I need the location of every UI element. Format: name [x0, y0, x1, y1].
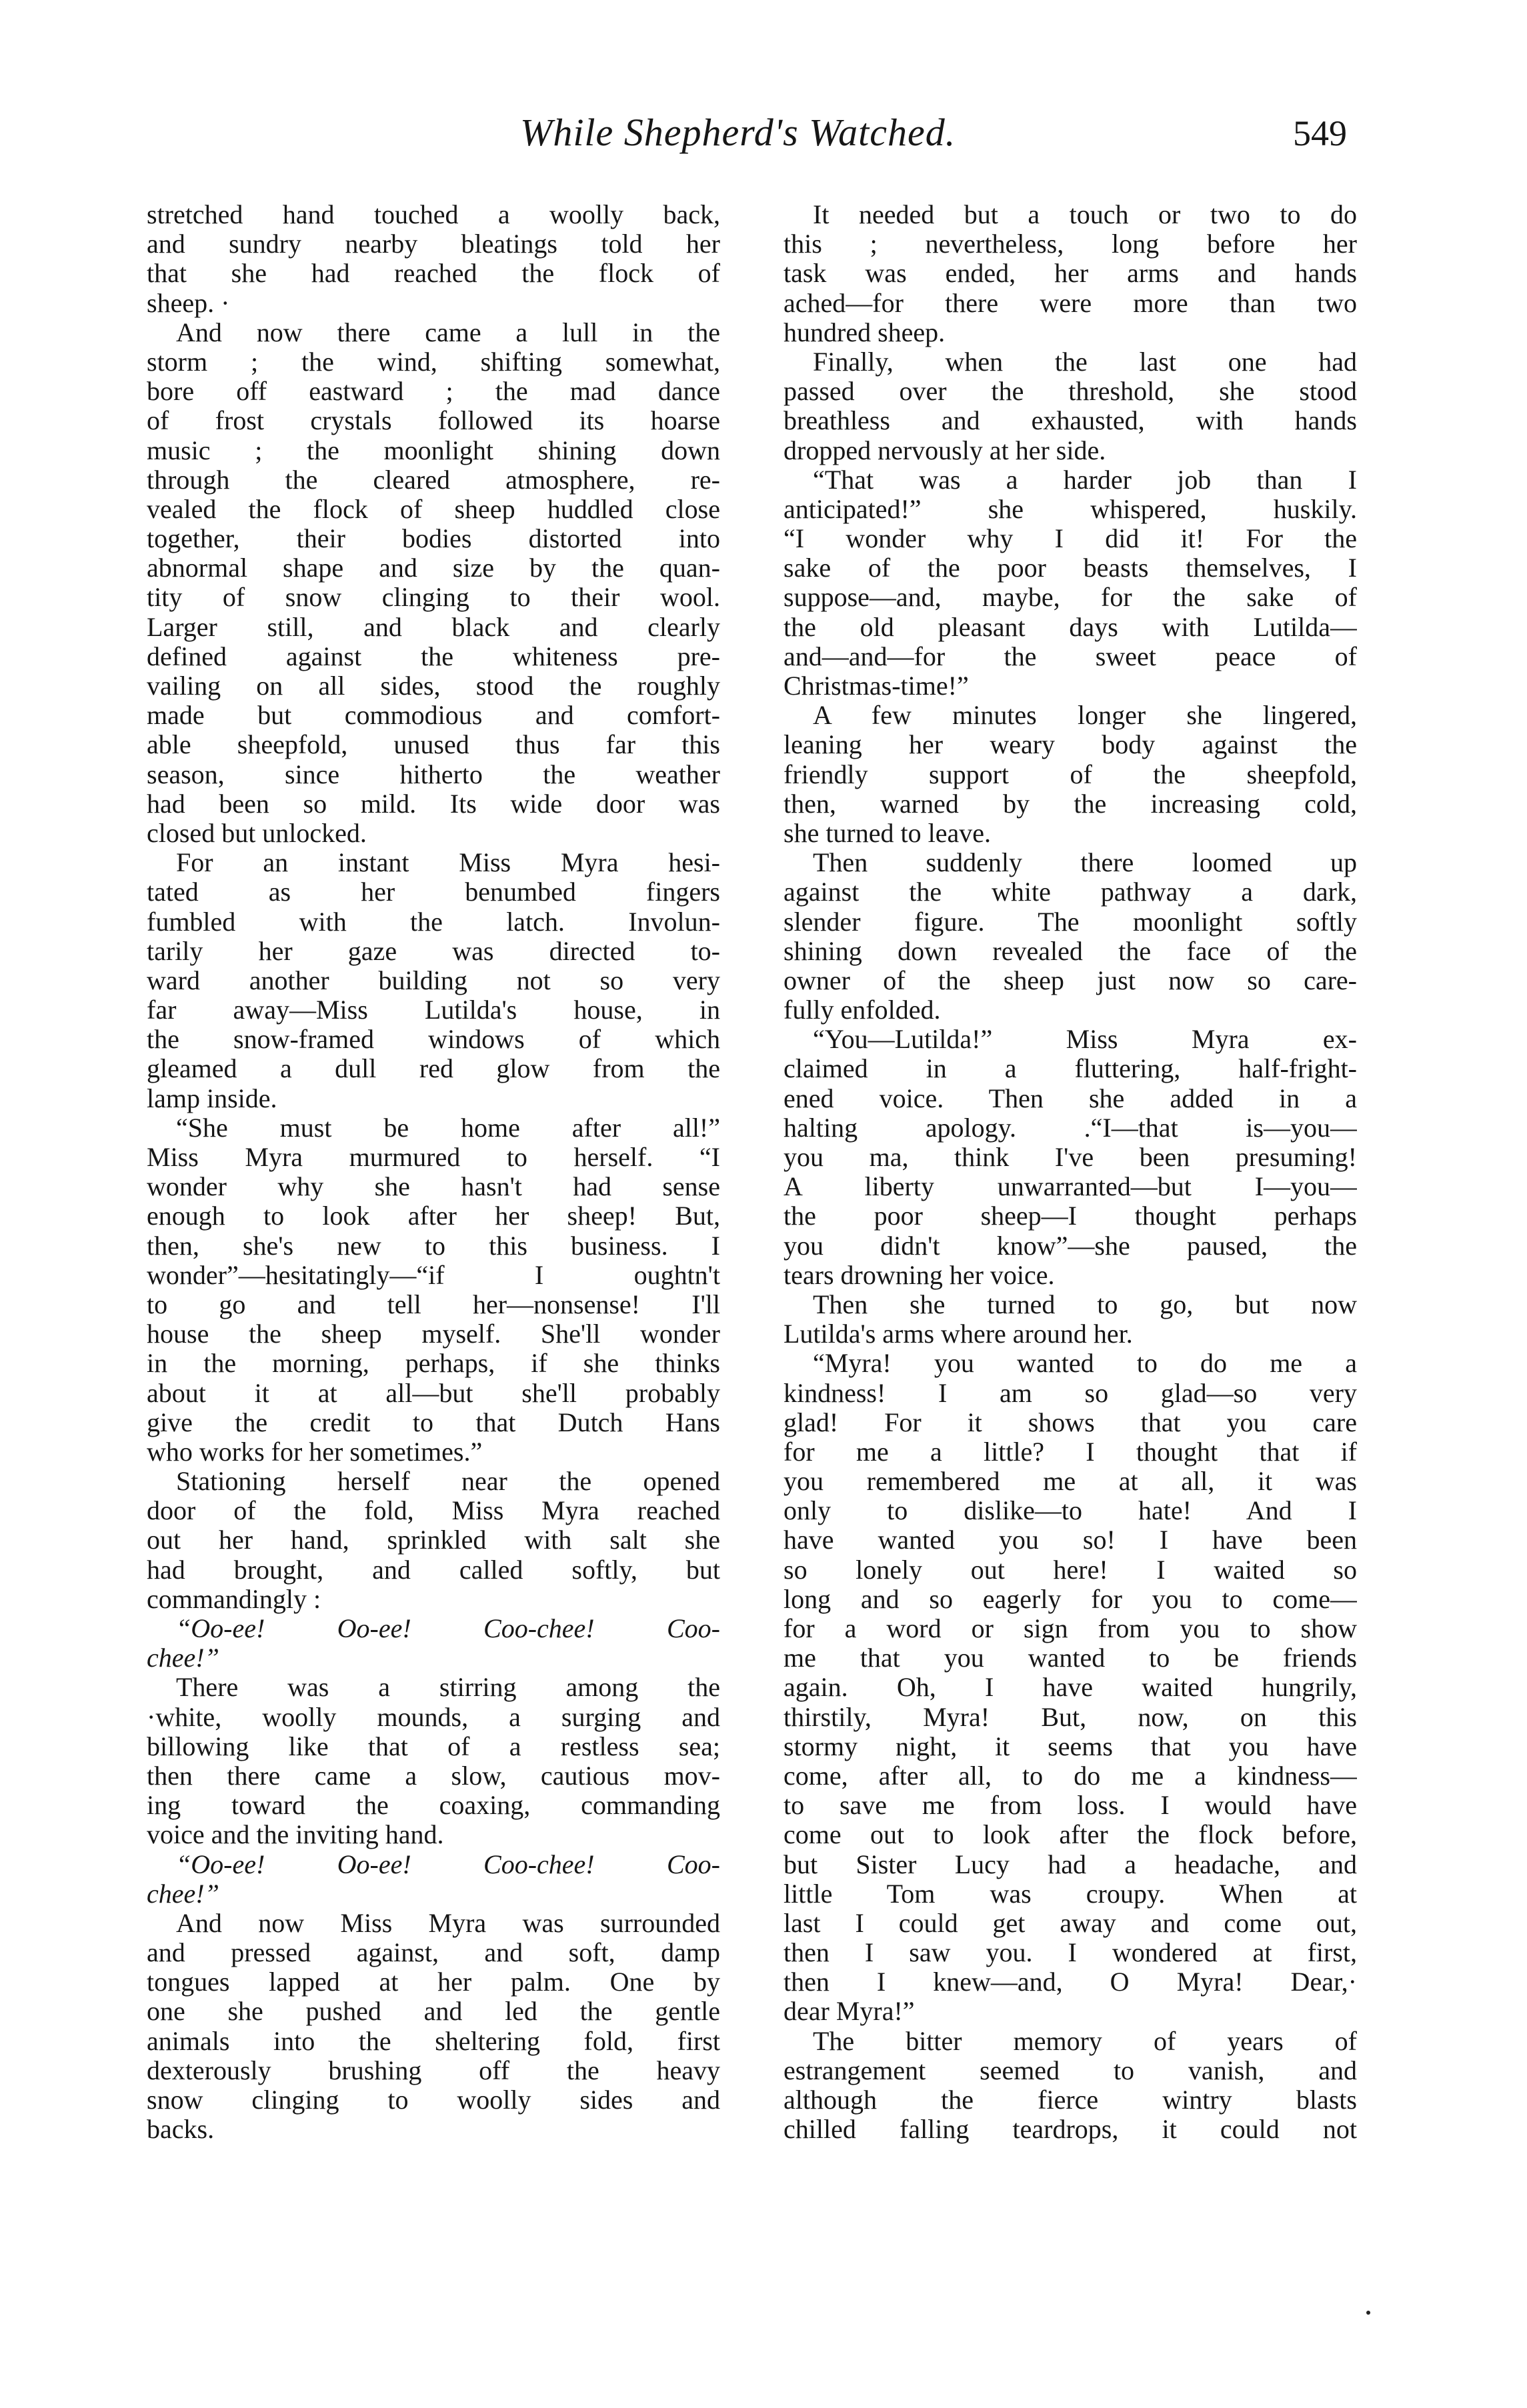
text-line: “She must be home after all!”	[176, 1113, 720, 1143]
text-line: suppose—and, maybe, for the sake of	[784, 583, 1357, 613]
text-line: vealed the flock of sheep huddled close	[147, 494, 720, 524]
text-line: task was ended, her arms and hands	[784, 259, 1357, 289]
text-line: then there came a slow, cautious mov-	[147, 1761, 720, 1791]
text-line: music ; the moonlight shining down	[147, 435, 720, 465]
text-line: again. Oh, I have waited hungrily,	[784, 1673, 1357, 1703]
text-line: tears drowning her voice.	[784, 1260, 1055, 1290]
text-line: ·white, woolly mounds, a surging and	[147, 1702, 720, 1732]
text-line: lamp inside.	[147, 1083, 277, 1113]
text-line: dropped nervously at her side.	[784, 435, 1106, 465]
text-line: Then she turned to go, but now	[813, 1289, 1357, 1319]
text-line: glad! For it shows that you care	[784, 1407, 1357, 1437]
text-line: backs.	[147, 2115, 215, 2145]
text-line: able sheepfold, unused thus far this	[147, 730, 720, 760]
text-line: to save me from loss. I would have	[784, 1791, 1357, 1821]
text-line: gleamed a dull red glow from the	[147, 1054, 720, 1084]
text-line: A liberty unwarranted—but I—you—	[784, 1172, 1357, 1202]
text-line: For an instant Miss Myra hesi-	[176, 848, 720, 878]
text-line: come, after all, to do me a kindness—	[784, 1761, 1357, 1791]
text-line: Larger still, and black and clearly	[147, 612, 720, 642]
text-line: you didn't know”—she paused, the	[784, 1231, 1357, 1261]
text-line: one she pushed and led the gentle	[147, 1997, 720, 2027]
text-line: far away—Miss Lutilda's house, in	[147, 995, 720, 1025]
text-line: There was a stirring among the	[176, 1673, 720, 1703]
text-line: chee!”	[147, 1879, 219, 1909]
text-line: anticipated!” she whispered, huskily.	[784, 494, 1357, 524]
text-line: Miss Myra murmured to herself. “I	[147, 1143, 720, 1172]
text-line: “Oo-ee! Oo-ee! Coo-chee! Coo-	[176, 1849, 720, 1879]
text-line: tongues lapped at her palm. One by	[147, 1967, 720, 1997]
text-line: fully enfolded.	[784, 995, 941, 1025]
text-line: ached—for there were more than two	[784, 288, 1357, 318]
text-line: billowing like that of a restless sea;	[147, 1731, 720, 1761]
text-line: sheep. ·	[147, 288, 230, 318]
text-line: then I knew—and, O Myra! Dear,·	[784, 1967, 1357, 1997]
text-line: leaning her weary body against the	[784, 730, 1357, 760]
text-line: dexterously brushing off the heavy	[147, 2055, 720, 2085]
text-line: out her hand, sprinkled with salt she	[147, 1525, 720, 1555]
text-line: stretched hand touched a woolly back,	[147, 200, 720, 229]
text-line: hundred sheep.	[784, 317, 946, 347]
text-line: voice and the inviting hand.	[147, 1820, 444, 1850]
text-line: you ma, think I've been presuming!	[784, 1143, 1357, 1172]
text-line: fumbled with the latch. Involun-	[147, 907, 720, 937]
text-line: had brought, and called softly, but	[147, 1555, 720, 1585]
text-line: who works for her sometimes.”	[147, 1437, 483, 1467]
text-line: storm ; the wind, shifting somewhat,	[147, 347, 720, 377]
text-line: although the fierce wintry blasts	[784, 2085, 1357, 2115]
text-line: season, since hitherto the weather	[147, 759, 720, 789]
text-line: ened voice. Then she added in a	[784, 1083, 1357, 1113]
text-line: so lonely out here! I waited so	[784, 1555, 1357, 1585]
text-line: Finally, when the last one had	[813, 347, 1357, 377]
text-line: long and so eagerly for you to come—	[784, 1584, 1357, 1614]
text-line: claimed in a fluttering, half-fright-	[784, 1054, 1357, 1084]
text-line: wonder why she hasn't had sense	[147, 1172, 720, 1202]
text-line: made but commodious and comfort-	[147, 701, 720, 731]
text-line: the old pleasant days with Lutilda—	[784, 612, 1357, 642]
text-line: the snow-framed windows of which	[147, 1025, 720, 1055]
text-line: Lutilda's arms where around her.	[784, 1319, 1133, 1349]
left-text-column	[147, 200, 720, 2144]
text-line: and—and—for the sweet peace of	[784, 641, 1357, 671]
text-line: to go and tell her—nonsense! I'll	[147, 1289, 720, 1319]
text-line: slender figure. The moonlight softly	[784, 907, 1357, 937]
text-line: bore off eastward ; the mad dance	[147, 377, 720, 407]
text-line: and sundry nearby bleatings told her	[147, 229, 720, 259]
text-line: vailing on all sides, stood the roughly	[147, 671, 720, 701]
text-line: And now Miss Myra was surrounded	[176, 1908, 720, 1938]
text-line: about it at all—but she'll probably	[147, 1378, 720, 1408]
text-line: “Oo-ee! Oo-ee! Coo-chee! Coo-	[176, 1614, 720, 1643]
text-line: closed but unlocked.	[147, 818, 367, 848]
text-line: The bitter memory of years of	[813, 2026, 1357, 2056]
text-line: snow clinging to woolly sides and	[147, 2085, 720, 2115]
text-line: she turned to leave.	[784, 818, 991, 848]
print-speck	[1366, 2311, 1370, 2315]
text-line: and pressed against, and soft, damp	[147, 1938, 720, 1968]
text-line: house the sheep myself. She'll wonder	[147, 1319, 720, 1349]
text-line: that she had reached the flock of	[147, 259, 720, 289]
text-line: for a word or sign from you to show	[784, 1614, 1357, 1643]
text-line: A few minutes longer she lingered,	[813, 701, 1357, 731]
text-line: for me a little? I thought that if	[784, 1437, 1357, 1467]
text-line: against the white pathway a dark,	[784, 877, 1357, 907]
text-line: owner of the sheep just now so care-	[784, 965, 1357, 995]
text-line: tity of snow clinging to their wool.	[147, 583, 720, 613]
text-line: ing toward the coaxing, commanding	[147, 1791, 720, 1821]
text-line: this ; nevertheless, long before her	[784, 229, 1357, 259]
text-line: And now there came a lull in the	[176, 317, 720, 347]
text-line: kindness! I am so glad—so very	[784, 1378, 1357, 1408]
text-line: tarily her gaze was directed to-	[147, 936, 720, 966]
text-line: “I wonder why I did it! For the	[784, 524, 1357, 554]
text-line: but Sister Lucy had a headache, and	[784, 1849, 1357, 1879]
text-line: door of the fold, Miss Myra reached	[147, 1496, 720, 1526]
text-line: stormy night, it seems that you have	[784, 1731, 1357, 1761]
text-line: then I saw you. I wondered at first,	[784, 1938, 1357, 1968]
text-line: ward another building not so very	[147, 965, 720, 995]
page-number: 549	[1293, 113, 1347, 153]
text-line: had been so mild. Its wide door was	[147, 789, 720, 819]
text-line: little Tom was croupy. When at	[784, 1879, 1357, 1909]
running-title: While Shepherd's Watched.	[520, 111, 956, 154]
text-line: commandingly :	[147, 1584, 321, 1614]
text-line: It needed but a touch or two to do	[813, 200, 1357, 229]
text-line: “Myra! you wanted to do me a	[813, 1349, 1357, 1379]
text-line: through the cleared atmosphere, re-	[147, 465, 720, 495]
text-line: Then suddenly there loomed up	[813, 848, 1357, 878]
text-line: have wanted you so! I have been	[784, 1525, 1357, 1555]
text-line: come out to look after the flock before,	[784, 1820, 1357, 1850]
text-line: wonder”—hesitatingly—“if I oughtn't	[147, 1260, 720, 1290]
text-line: thirstily, Myra! But, now, on this	[784, 1702, 1357, 1732]
text-line: friendly support of the sheepfold,	[784, 759, 1357, 789]
text-line: halting apology. .“I—that is—you—	[784, 1113, 1357, 1143]
text-line: chilled falling teardrops, it could not	[784, 2115, 1357, 2145]
text-line: estrangement seemed to vanish, and	[784, 2055, 1357, 2085]
text-line: tated as her benumbed fingers	[147, 877, 720, 907]
text-line: together, their bodies distorted into	[147, 524, 720, 554]
text-line: you remembered me at all, it was	[784, 1467, 1357, 1497]
text-line: sake of the poor beasts themselves, I	[784, 553, 1357, 583]
text-line: last I could get away and come out,	[784, 1908, 1357, 1938]
text-line: chee!”	[147, 1643, 219, 1673]
text-line: give the credit to that Dutch Hans	[147, 1407, 720, 1437]
text-line: defined against the whiteness pre-	[147, 641, 720, 671]
text-line: Christmas-time!”	[784, 671, 969, 701]
text-line: passed over the threshold, she stood	[784, 377, 1357, 407]
text-line: breathless and exhausted, with hands	[784, 406, 1357, 436]
text-line: Stationing herself near the opened	[176, 1467, 720, 1497]
running-head	[147, 110, 1347, 163]
text-line: “That was a harder job than I	[813, 465, 1357, 495]
text-line: animals into the sheltering fold, first	[147, 2026, 720, 2056]
text-line: then, she's new to this business. I	[147, 1231, 720, 1261]
text-line: in the morning, perhaps, if she thinks	[147, 1349, 720, 1379]
text-line: me that you wanted to be friends	[784, 1643, 1357, 1673]
text-line: enough to look after her sheep! But,	[147, 1201, 720, 1231]
text-line: dear Myra!”	[784, 1997, 915, 2027]
text-line: abnormal shape and size by the quan-	[147, 553, 720, 583]
text-line: the poor sheep—I thought perhaps	[784, 1201, 1357, 1231]
text-line: only to dislike—to hate! And I	[784, 1496, 1357, 1526]
text-line: of frost crystals followed its hoarse	[147, 406, 720, 436]
text-line: then, warned by the increasing cold,	[784, 789, 1357, 819]
right-text-column	[784, 200, 1357, 2144]
text-line: shining down revealed the face of the	[784, 936, 1357, 966]
text-line: “You—Lutilda!” Miss Myra ex-	[813, 1025, 1357, 1055]
